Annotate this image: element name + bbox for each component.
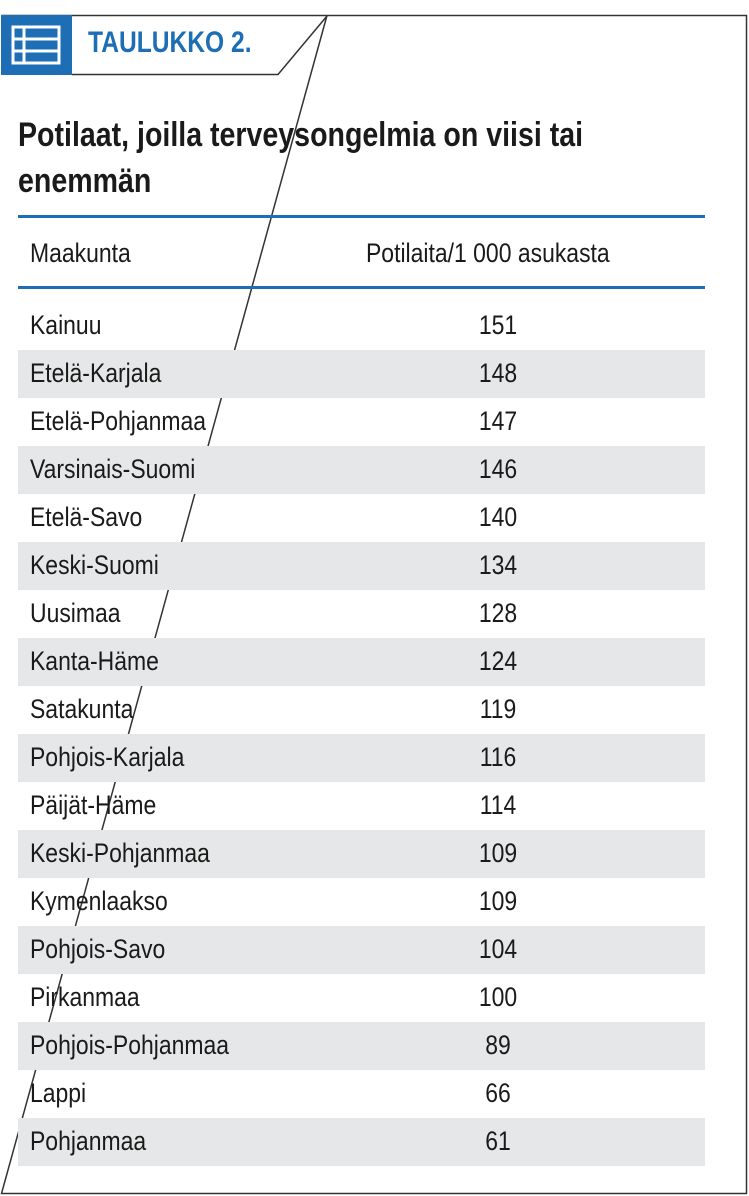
- column-header-value: Potilaita/1 000 asukasta: [366, 238, 610, 268]
- region-cell: Keski-Suomi: [30, 550, 159, 580]
- table-row: Pohjois-Pohjanmaa 89: [18, 1022, 705, 1070]
- region-cell: Päijät-Häme: [30, 790, 157, 820]
- region-cell: Uusimaa: [30, 598, 121, 628]
- column-header-region: Maakunta: [30, 238, 131, 268]
- region-cell: Kainuu: [30, 310, 102, 340]
- region-cell: Keski-Pohjanmaa: [30, 838, 210, 868]
- table-row: Varsinais-Suomi 146: [18, 446, 705, 494]
- region-cell: Kanta-Häme: [30, 646, 159, 676]
- region-cell: Etelä-Savo: [30, 502, 143, 532]
- table-row: Pohjanmaa 61: [18, 1118, 705, 1166]
- header-top-rule: [18, 215, 705, 218]
- table-row: Kainuu 151: [30, 310, 518, 340]
- region-cell: Lappi: [30, 1078, 87, 1108]
- table-row: Satakunta 119: [30, 694, 517, 724]
- region-cell: Etelä-Pohjanmaa: [30, 406, 207, 436]
- table-row: Etelä-Karjala 148: [18, 350, 705, 398]
- region-cell: Pirkanmaa: [30, 982, 140, 1012]
- region-cell: Varsinais-Suomi: [30, 454, 196, 484]
- table-row: Pohjois-Savo 104: [18, 926, 705, 974]
- table-row: Pirkanmaa 100: [30, 982, 518, 1012]
- table-row: Lappi 66: [30, 1078, 511, 1108]
- region-cell: Pohjois-Pohjanmaa: [30, 1030, 230, 1060]
- table-row: Kanta-Häme 124: [18, 638, 705, 686]
- table-heading: [18, 112, 690, 204]
- table-row: Kymenlaakso 109: [30, 886, 518, 916]
- table-heading-line-2: enemmän: [18, 162, 152, 200]
- table-list-icon: [1, 15, 72, 75]
- tab-title: TAULUKKO 2.: [88, 26, 252, 59]
- table-heading-line-1: Potilaat, joilla terveysongelmia on viisi tai: [18, 116, 584, 154]
- region-cell: Satakunta: [30, 694, 134, 724]
- region-cell: Pohjanmaa: [30, 1126, 147, 1156]
- table-row: Keski-Suomi 134: [18, 542, 705, 590]
- table-row: Päijät-Häme 114: [30, 790, 517, 820]
- region-cell: Pohjois-Karjala: [30, 742, 185, 772]
- table-row: Uusimaa 128: [30, 598, 518, 628]
- table-row: Etelä-Pohjanmaa 147: [30, 406, 518, 436]
- header-bottom-rule: [18, 286, 705, 289]
- table-row: Pohjois-Karjala 116: [18, 734, 705, 782]
- region-cell: Pohjois-Savo: [30, 934, 166, 964]
- table-row: Keski-Pohjanmaa 109: [18, 830, 705, 878]
- table-body: [18, 302, 705, 1166]
- region-cell: Etelä-Karjala: [30, 358, 162, 388]
- region-cell: Kymenlaakso: [30, 886, 168, 916]
- table-row: Etelä-Savo 140: [30, 502, 518, 532]
